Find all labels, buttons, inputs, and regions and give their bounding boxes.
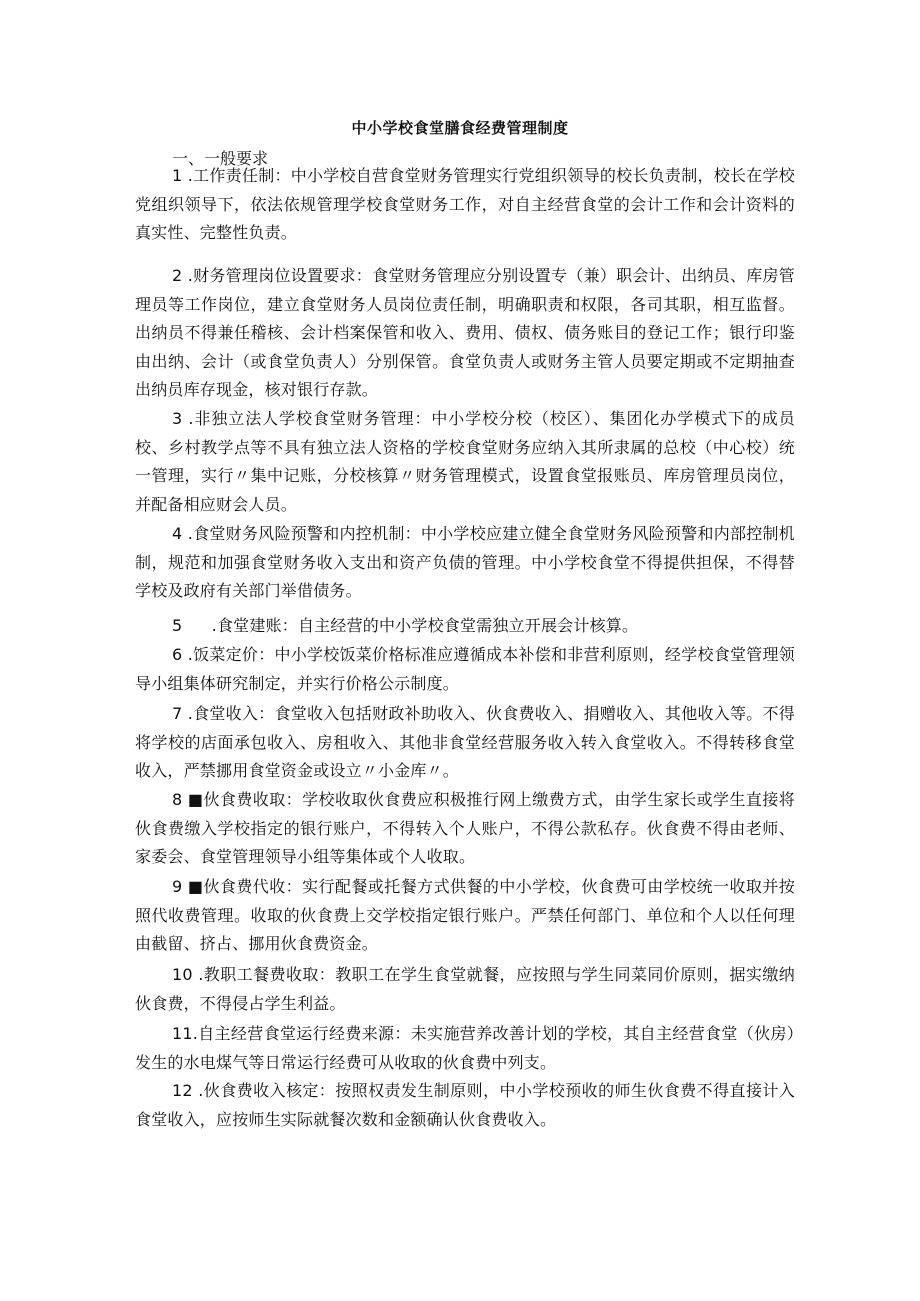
paragraph-12	[135, 1077, 795, 1134]
paragraph-10	[135, 961, 795, 1018]
item-separator: .	[192, 1081, 204, 1100]
item-number: 8	[172, 790, 183, 809]
paragraph-3	[135, 405, 795, 519]
paragraph-6	[135, 641, 795, 698]
item-text: 教职工餐费收取：教职工在学生食堂就餐，应按照与学生同菜同价原则，据实缴纳伙食费，不得侵占学生利益。	[135, 965, 796, 1013]
item-text: 饭菜定价：中小学校饭菜价格标准应遵循成本补偿和非营利原则，经学校食堂管理领导小组集体研究制定，并实行价格公示制度。	[135, 645, 796, 693]
item-text: 非独立法人学校食堂财务管理：中小学校分校（校区）、集团化办学模式下的成员校、乡村教学点等不具有独立法人资格的学校食堂财务应纳入其所隶属的总校（中心校）统一管理，实行〃集中记账，分校核算〃财务管理模式，设置食堂报账员、库房管理员岗位，并配备相应财会人员。	[135, 409, 796, 514]
item-number: 2	[172, 266, 183, 285]
item-text: 伙食费代收：实行配餐或托餐方式供餐的中小学校，伙食费可由学校统一收取并按照代收费管理。收取的伙食费上交学校指定银行账户。严禁任何部门、单位和个人以任何理由截留、挤占、挪用伙食费资金。	[135, 877, 796, 953]
paragraph-11	[135, 1020, 795, 1077]
page-title: 中小学校食堂膳食经费管理制度	[351, 119, 569, 137]
item-number: 1	[172, 166, 183, 185]
item-text: 工作责任制：中小学校自营食堂财务管理实行党组织领导的校长负责制，校长在学校党组织领导下，依法依规管理学校食堂财务工作，对自主经营食堂的会计工作和会计资料的真实性、完整性负责。	[135, 166, 796, 242]
item-text: 财务管理岗位设置要求：食堂财务管理应分别设置专（兼）职会计、出纳员、库房管理员等工作岗位，建立食堂财务人员岗位责任制，明确职责和权限，各司其职，相互监督。出纳员不得兼任稽核、会计档案保管和收入、费用、债权、债务账目的登记工作；银行印鉴由出纳、会计（或食堂负责人）分别保管。食堂负责人或财务主管人员要定期或不定期抽查出纳员库存现金，核对银行存款。	[135, 266, 796, 399]
item-number: 5	[172, 616, 183, 635]
item-separator: ■	[182, 877, 204, 896]
item-separator: .	[192, 1024, 199, 1043]
item-text: 食堂财务风险预警和内控机制：中小学校应建立健全食堂财务风险预警和内部控制机制，规范和加强食堂财务收入支出和资产负债的管理。中小学校食堂不得提供担保，不得替学校及政府有关部门举借债务。	[135, 524, 796, 600]
item-separator: .	[182, 266, 194, 285]
item-separator: .	[182, 524, 194, 543]
paragraph-9	[135, 873, 795, 959]
item-text: 伙食费收入核定：按照权责发生制原则，中小学校预收的师生伙食费不得直接计入食堂收入，应按师生实际就餐次数和金额确认伙食费收入。	[135, 1081, 796, 1129]
item-separator: .	[192, 965, 204, 984]
item-number: 12	[172, 1081, 193, 1100]
paragraph-4	[135, 520, 795, 606]
paragraph-1	[135, 162, 795, 248]
item-text: 食堂建账：自主经营的中小学校食堂需独立开展会计核算。	[216, 616, 639, 635]
item-separator: .	[206, 616, 217, 635]
item-number: 9	[172, 877, 183, 896]
item-separator: .	[182, 704, 194, 723]
item-number: 7	[172, 704, 183, 723]
item-separator: .	[182, 166, 194, 185]
paragraph-5	[135, 612, 795, 641]
item-number: 11	[172, 1024, 193, 1043]
paragraph-7	[135, 700, 795, 786]
item-separator: ■	[182, 790, 204, 809]
item-text: 食堂收入：食堂收入包括财政补助收入、伙食费收入、捐赠收入、其他收入等。不得将学校的店面承包收入、房租收入、其他非食堂经营服务收入转入食堂收入。不得转移食堂收入，严禁挪用食堂资金或设立〃小金库〃。	[135, 704, 796, 780]
item-text: 伙食费收取：学校收取伙食费应积极推行网上缴费方式，由学生家长或学生直接将伙食费缴入学校指定的银行账户，不得转入个人账户，不得公款私存。伙食费不得由老师、家委会、食堂管理领导小组等集体或个人收取。	[135, 790, 796, 866]
item-separator: .	[182, 645, 194, 664]
item-number: 4	[172, 524, 183, 543]
item-number: 3	[172, 409, 183, 428]
section-heading: 一、一般要求	[172, 149, 269, 168]
item-number: 6	[172, 645, 183, 664]
item-text: 自主经营食堂运行经费来源：未实施营养改善计划的学校，其自主经营食堂（伙房）发生的水电煤气等日常运行经费可从收取的伙食费中列支。	[135, 1024, 795, 1072]
item-separator: .	[182, 409, 194, 428]
paragraph-2	[135, 262, 795, 405]
paragraph-8	[135, 786, 795, 872]
item-number: 10	[172, 965, 193, 984]
